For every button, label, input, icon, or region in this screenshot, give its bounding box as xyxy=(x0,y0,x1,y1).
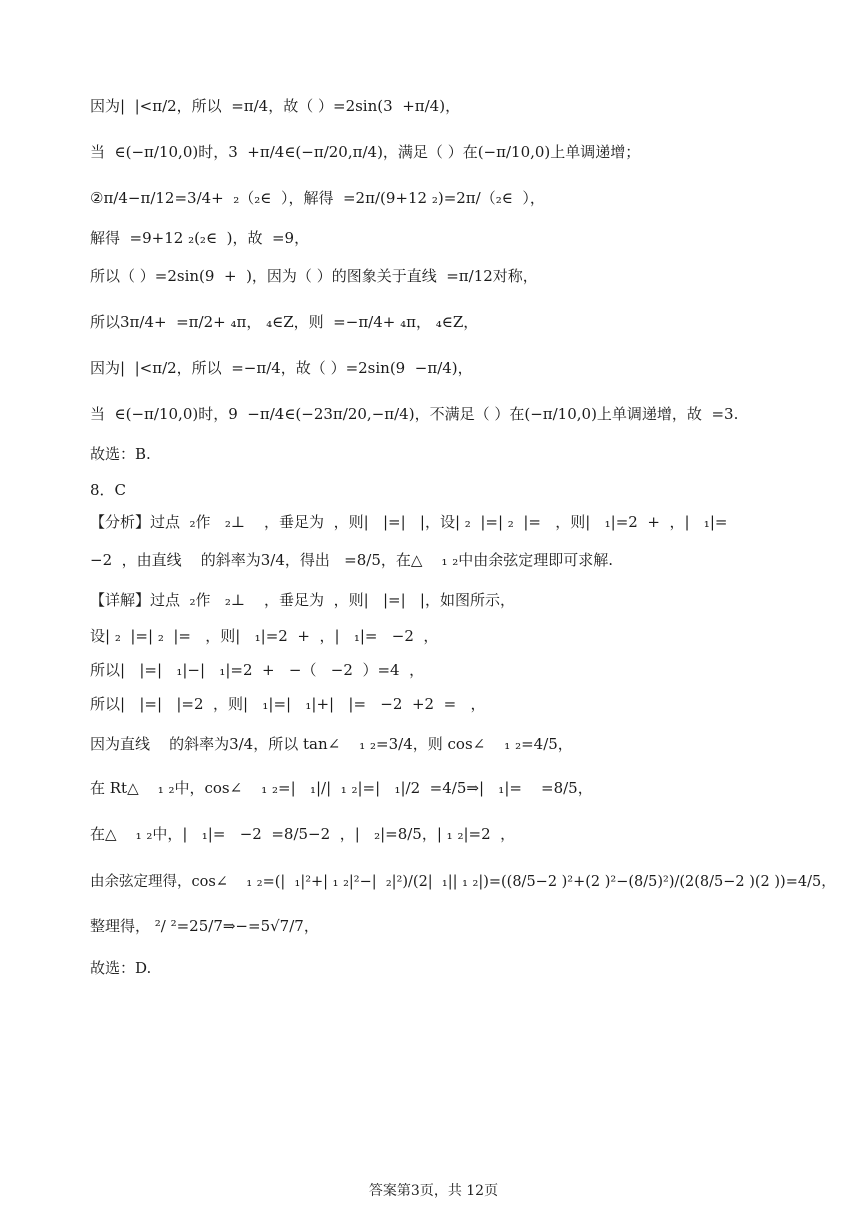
text-line: 由余弦定理得，cos∠ ₁ ₂=(| ₁|²+| ₁ ₂|²−| ₂|²)/(2| ₁|| ₁ ₂|)=((8/5−2 )²+(2 )²−(8/5)²)/(2(8/5−2 )(2 ))=4/5， xyxy=(90,874,836,890)
text-line: 当 ∈(−π/10,0)时，9 −π/4∈(−23π/20,−π/4)，不满足（ ）在(−π/10,0)上单调递增，故 =3. xyxy=(90,405,739,423)
text-line: 因为| |<π/2，所以 =π/4，故（ ）=2sin(3 +π/4)， xyxy=(90,97,461,115)
text-line: 故选：B. xyxy=(90,445,151,463)
question-number: 8．C xyxy=(90,481,127,499)
text-line: 在 Rt△ ₁ ₂中，cos∠ ₁ ₂=| ₁|/| ₁ ₂|=| ₁|/2 =4/5⇒| ₁|= =8/5， xyxy=(90,779,593,797)
text-line: 在△ ₁ ₂中，| ₁|= −2 =8/5−2 ，| ₂|=8/5，| ₁ ₂|=2 ， xyxy=(90,825,516,843)
text-line: 因为| |<π/2，所以 =−π/4，故（ ）=2sin(9 −π/4)， xyxy=(90,359,473,377)
text-line: 当 ∈(−π/10,0)时，3 +π/4∈(−π/20,π/4)，满足（ ）在(−π/10,0)上单调递增； xyxy=(90,143,641,161)
text-line: 设| ₂ |=| ₂ |= ，则| ₁|=2 + ，| ₁|= −2 ， xyxy=(90,627,439,645)
text-line: 故选：D. xyxy=(90,959,152,977)
text-line: 所以| |=| ₁|−| ₁|=2 + −（ −2 ）=4 ， xyxy=(90,661,425,679)
text-line: 所以| |=| |=2 ，则| ₁|=| ₁|+| |= −2 +2 = ， xyxy=(90,695,486,713)
text-line: 所以（ ）=2sin(9 + )，因为（ ）的图象关于直线 =π/12对称， xyxy=(90,267,538,285)
text-line: −2 ，由直线 的斜率为3/4，得出 =8/5，在△ ₁ ₂中由余弦定理即可求解. xyxy=(90,551,614,569)
text-line: 【分析】过点 ₂作 ₂⊥ ，垂足为 ，则| |=| |，设| ₂ |=| ₂ |= ，则| ₁|=2 + ，| ₁|= xyxy=(90,513,728,531)
text-line: ②π/4−π/12=3/4+ ₂（₂∈ ），解得 =2π/(9+12 ₂)=2π/（₂∈ ）， xyxy=(90,189,545,207)
text-line: 解得 =9+12 ₂(₂∈ )，故 =9， xyxy=(90,229,310,247)
text-line: 所以3π/4+ =π/2+ ₄π， ₄∈Z，则 =−π/4+ ₄π， ₄∈Z， xyxy=(90,313,479,331)
text-line: 因为直线 的斜率为3/4，所以 tan∠ ₁ ₂=3/4，则 cos∠ ₁ ₂=4/5， xyxy=(90,735,573,753)
text-line: 【详解】过点 ₂作 ₂⊥ ，垂足为 ，则| |=| |，如图所示， xyxy=(90,591,515,609)
page-footer: 答案第3页，共 12页 xyxy=(368,1183,499,1199)
text-line: 整理得， ²/ ²=25/7⇒−=5√7/7， xyxy=(90,917,319,935)
